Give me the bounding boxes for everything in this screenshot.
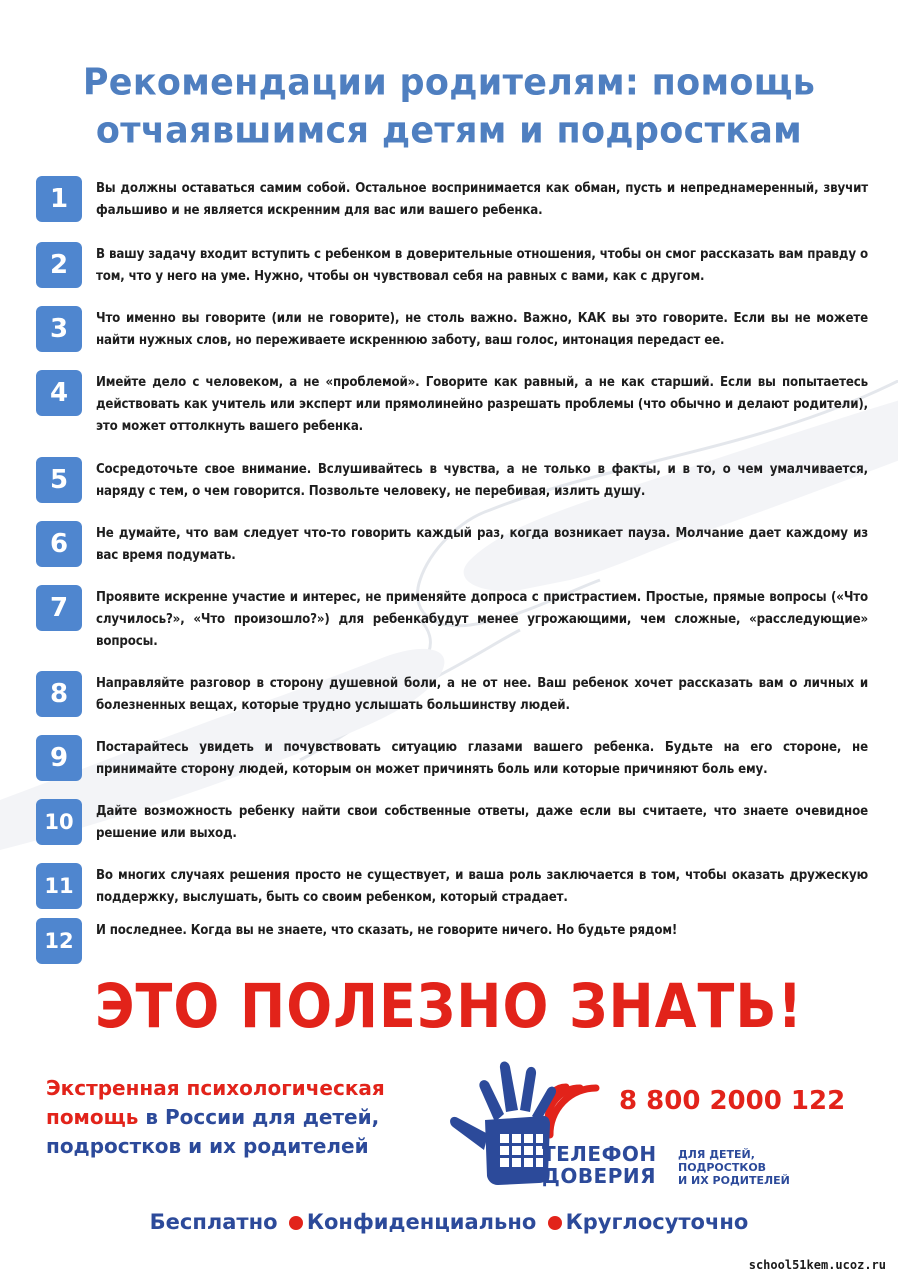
item-number-badge: 8: [36, 671, 82, 717]
helpline-name: [542, 1143, 657, 1187]
useful-to-know-heading: ЭТО ПОЛЕЗНО ЗНАТЬ!: [94, 971, 804, 1042]
item-text: Дайте возможность ребенку найти свои собственные ответы, даже если вы считаете, что знаете очевидное решение или выход.: [96, 804, 868, 841]
helpline-phone-number: 8 800 2000 122: [619, 1086, 846, 1116]
item-number-badge: 2: [36, 242, 82, 288]
site-watermark: school51kem.ucoz.ru: [748, 1258, 886, 1272]
item-text: Во многих случаях решения просто не существует, и ваша роль заключается в том, чтобы оказать дружескую поддержку, выслушать, быть со своим ребенком, который страдает.: [96, 868, 868, 905]
helpline-audience: [678, 1148, 790, 1187]
item-number-badge: 4: [36, 370, 82, 416]
bullet-dot-icon: [548, 1216, 562, 1230]
item-number-badge: 9: [36, 735, 82, 781]
title-line-2: отчаявшимся детям и подросткам: [95, 110, 803, 153]
item-text: Направляйте разговор в сторону душевной боли, а не от нее. Ваш ребенок хочет рассказать вам о личных и болезненных вещах, которые трудно услышать большинству людей.: [96, 676, 868, 713]
help-text-part-1: Экстренная психологическая: [46, 1076, 385, 1100]
helpline-audience-line-2: ПОДРОСТКОВ: [678, 1161, 767, 1174]
item-text: Что именно вы говорите (или не говорите), не столь важно. Важно, КАК вы это говорите. Если вы не можете найти нужных слов, но переживаете искреннюю заботу, ваш голос, интонация передаст ее.: [96, 311, 868, 348]
helpline-name-line-1: ТЕЛЕФОН: [542, 1142, 657, 1166]
item-number-badge: 10: [36, 799, 82, 845]
item-text: Проявите искренне участие и интерес, не применяйте допроса с пристрастием. Простые, прямые вопросы («Что случилось?», «Что произошло?») для ребенкабудут менее угрожающими, чем сложные, «расследующие» вопросы.: [96, 590, 868, 649]
feature-confidential: Конфиденциально: [306, 1210, 537, 1234]
item-number-badge: 11: [36, 863, 82, 909]
item-text: Вы должны оставаться самим собой. Остальное воспринимается как обман, пусть и непреднамеренный, звучит фальшиво и не является искренним для вас или вашего ребенка.: [96, 181, 868, 218]
page-title: [20, 59, 878, 156]
item-number-badge: 6: [36, 521, 82, 567]
helpline-audience-line-1: ДЛЯ ДЕТЕЙ,: [678, 1148, 755, 1161]
help-text-part-2: помощь: [46, 1105, 139, 1129]
title-line-1: Рекомендации родителям: помощь: [82, 62, 816, 105]
item-text: Не думайте, что вам следует что-то говорить каждый раз, когда возникает пауза. Молчание дает каждому из вас время подумать.: [96, 526, 868, 563]
item-number-badge: 5: [36, 457, 82, 503]
item-text: И последнее. Когда вы не знаете, что сказать, не говорите ничего. Но будьте рядом!: [96, 923, 678, 938]
feature-free: Бесплатно: [149, 1210, 278, 1234]
item-number-badge: 7: [36, 585, 82, 631]
bullet-dot-icon: [289, 1216, 303, 1230]
help-text-part-3: в России для детей,: [138, 1105, 380, 1129]
item-text: Сосредоточьте свое внимание. Вслушивайтесь в чувства, а не только в факты, и в то, о чем умалчивается, наряду с тем, о чем говорится. Позвольте человеку, не перебивая, излить душу.: [96, 462, 868, 499]
helpline-audience-line-3: И ИХ РОДИТЕЛЕЙ: [678, 1174, 790, 1187]
helpline-features: [0, 1210, 898, 1234]
item-number-badge: 3: [36, 306, 82, 352]
item-text: Постарайтесь увидеть и почувствовать ситуацию глазами вашего ребенка. Будьте на его стороне, не принимайте сторону людей, которым он может причинять боль или которые причиняют боль ему.: [96, 740, 868, 777]
emergency-help-text: [46, 1074, 426, 1161]
help-text-part-4: подростков и их родителей: [46, 1134, 369, 1158]
item-text: Имейте дело с человеком, а не «проблемой». Говорите как равный, а не как старший. Если вы попытаетесь действовать как учитель или эксперт или прямолинейно разрешать проблемы (что обычно и делают родители), это может оттолкнуть вашего ребенка.: [96, 375, 868, 434]
item-number-badge: 12: [36, 918, 82, 964]
item-text: В вашу задачу входит вступить с ребенком в доверительные отношения, чтобы он смог рассказать вам правду о том, что у него на уме. Нужно, чтобы он чувствовал себя на равных с вами, как с другом.: [96, 247, 868, 284]
item-number-badge: 1: [36, 176, 82, 222]
feature-allday: Круглосуточно: [565, 1210, 749, 1234]
helpline-name-line-2: ДОВЕРИЯ: [542, 1164, 657, 1188]
